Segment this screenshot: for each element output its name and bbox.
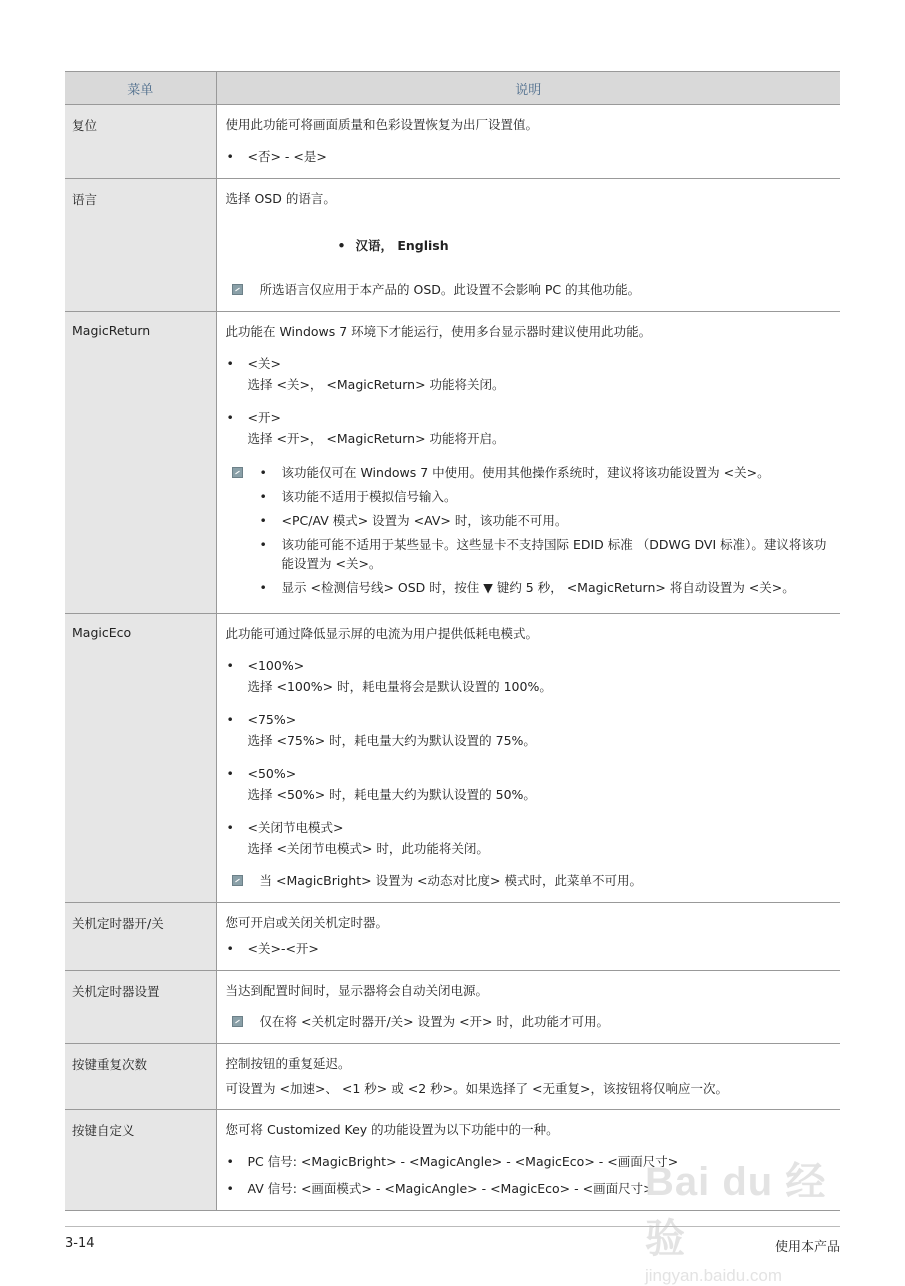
description-text: 此功能在 Windows 7 环境下才能运行，使用多台显示器时建议使用此功能。 [225, 324, 652, 339]
table-row-key-repeat [65, 1044, 840, 1110]
table-row-magiceco [65, 614, 840, 903]
description-cell [216, 105, 840, 179]
option-description: 选择 <关>， <MagicReturn> 功能将关闭。 [247, 377, 505, 392]
language-option-text: 汉语， English [355, 238, 449, 253]
option-bullet-100 [226, 655, 833, 697]
description-text: 此功能可通过降低显示屏的电流为用户提供低耗电模式。 [225, 626, 539, 641]
description-text: 您可开启或关闭关机定时器。 [225, 915, 389, 930]
option-description: 选择 <75%> 时，耗电量大约为默认设置的 75%。 [247, 733, 536, 748]
option-bullet: • <否> - <是> [226, 146, 833, 167]
watermark-logo: Bai du 经验 [645, 1160, 827, 1261]
note [226, 1012, 833, 1032]
page-number: 3-14 [65, 1236, 95, 1251]
description-cell [216, 179, 840, 312]
language-option: • 汉语， English [337, 238, 449, 253]
footer-divider [65, 1226, 840, 1227]
note-icon [232, 875, 243, 886]
menu-table [65, 71, 840, 1211]
option-title: • <关闭节电模式> [247, 820, 344, 835]
menu-cell: 语言 [65, 179, 216, 312]
option-description: 选择 <100%> 时，耗电量将会是默认设置的 100%。 [247, 679, 552, 694]
description-text: 当达到配置时间时，显示器将会自动关闭电源。 [225, 983, 489, 998]
column-header-menu: 菜单 [65, 72, 216, 105]
note-text: 仅在将 <关机定时器开/关> 设置为 <开> 时，此功能才可用。 [259, 1014, 610, 1029]
table-row-off-timer-setting [65, 971, 840, 1044]
description-cell [216, 614, 840, 903]
option-bullet-50 [226, 763, 833, 805]
table-row-reset [65, 105, 840, 179]
note [226, 871, 833, 891]
note-item: • 该功能可能不适用于某些显卡。这些显卡不支持国际 EDID 标准 （DDWG DVI 标准）。建议将该功能设置为 <关>。 [260, 535, 833, 573]
option-title: • <关> [247, 356, 281, 371]
description-cell [216, 312, 840, 614]
table-row-language [65, 179, 840, 312]
description-text: 使用此功能可将画面质量和色彩设置恢复为出厂设置值。 [225, 117, 539, 132]
note-item: • 显示 <检测信号线> OSD 时，按住 ▼ 键约 5 秒， <MagicReturn> 将自动设置为 <关>。 [260, 578, 833, 597]
note-item: • 该功能仅可在 Windows 7 中使用。使用其他操作系统时，建议将该功能设置为 <关>。 [260, 463, 833, 482]
menu-cell: 按键自定义 [65, 1110, 216, 1211]
footer-title: 使用本产品 [774, 1240, 840, 1255]
option-bullet-on [226, 407, 833, 449]
description-text: 您可将 Customized Key 的功能设置为以下功能中的一种。 [225, 1122, 559, 1137]
option-description: 选择 <开>， <MagicReturn> 功能将开启。 [247, 431, 505, 446]
note-text: 当 <MagicBright> 设置为 <动态对比度> 模式时，此菜单不可用。 [259, 873, 642, 888]
note-item: • 该功能不适用于模拟信号输入。 [260, 487, 833, 506]
option-bullet-off [226, 353, 833, 395]
option-title: • <75%> [247, 712, 297, 727]
description-text: 可设置为 <加速>、 <1 秒> 或 <2 秒>。如果选择了 <无重复>，该按钮将仅响应一次。 [225, 1081, 729, 1096]
note-icon [232, 467, 243, 478]
table-row-off-timer-onoff [65, 903, 840, 971]
menu-cell: MagicReturn [65, 312, 216, 614]
option-description: 选择 <关闭节电模式> 时，此功能将关闭。 [247, 841, 489, 856]
option-bullet-off [226, 817, 833, 859]
option-title: • <100%> [247, 658, 305, 673]
option-bullet-75 [226, 709, 833, 751]
note-item: • <PC/AV 模式> 设置为 <AV> 时，该功能不可用。 [260, 511, 833, 530]
note-list [226, 463, 833, 597]
note-text: 所选语言仅应用于本产品的 OSD。此设置不会影响 PC 的其他功能。 [259, 282, 641, 297]
menu-cell: MagicEco [65, 614, 216, 903]
description-text: 控制按钮的重复延迟。 [225, 1056, 351, 1071]
menu-cell: 按键重复次数 [65, 1044, 216, 1110]
option-title: • <开> [247, 410, 281, 425]
note [226, 280, 833, 300]
menu-cell: 关机定时器开/关 [65, 903, 216, 971]
menu-cell: 关机定时器设置 [65, 971, 216, 1044]
description-text: 选择 OSD 的语言。 [225, 191, 336, 206]
option-bullet: • <关>-<开> [226, 938, 833, 959]
column-header-description: 说明 [216, 72, 840, 105]
watermark-url: jingyan.baidu.com [645, 1266, 783, 1285]
option-bullet-pc: • PC 信号: <MagicBright> - <MagicAngle> - <MagicEco> - <画面尺寸> [226, 1151, 833, 1172]
description-cell [216, 971, 840, 1044]
option-title: • <50%> [247, 766, 297, 781]
table-row-magicreturn [65, 312, 840, 614]
description-cell [216, 903, 840, 971]
note-icon [232, 284, 243, 295]
menu-cell: 复位 [65, 105, 216, 179]
description-cell [216, 1044, 840, 1110]
table-header-row [65, 72, 840, 105]
note-icon [232, 1016, 243, 1027]
option-bullet-av: • AV 信号: <画面模式> - <MagicAngle> - <MagicEco> - <画面尺寸> [226, 1178, 833, 1199]
option-description: 选择 <50%> 时，耗电量大约为默认设置的 50%。 [247, 787, 536, 802]
